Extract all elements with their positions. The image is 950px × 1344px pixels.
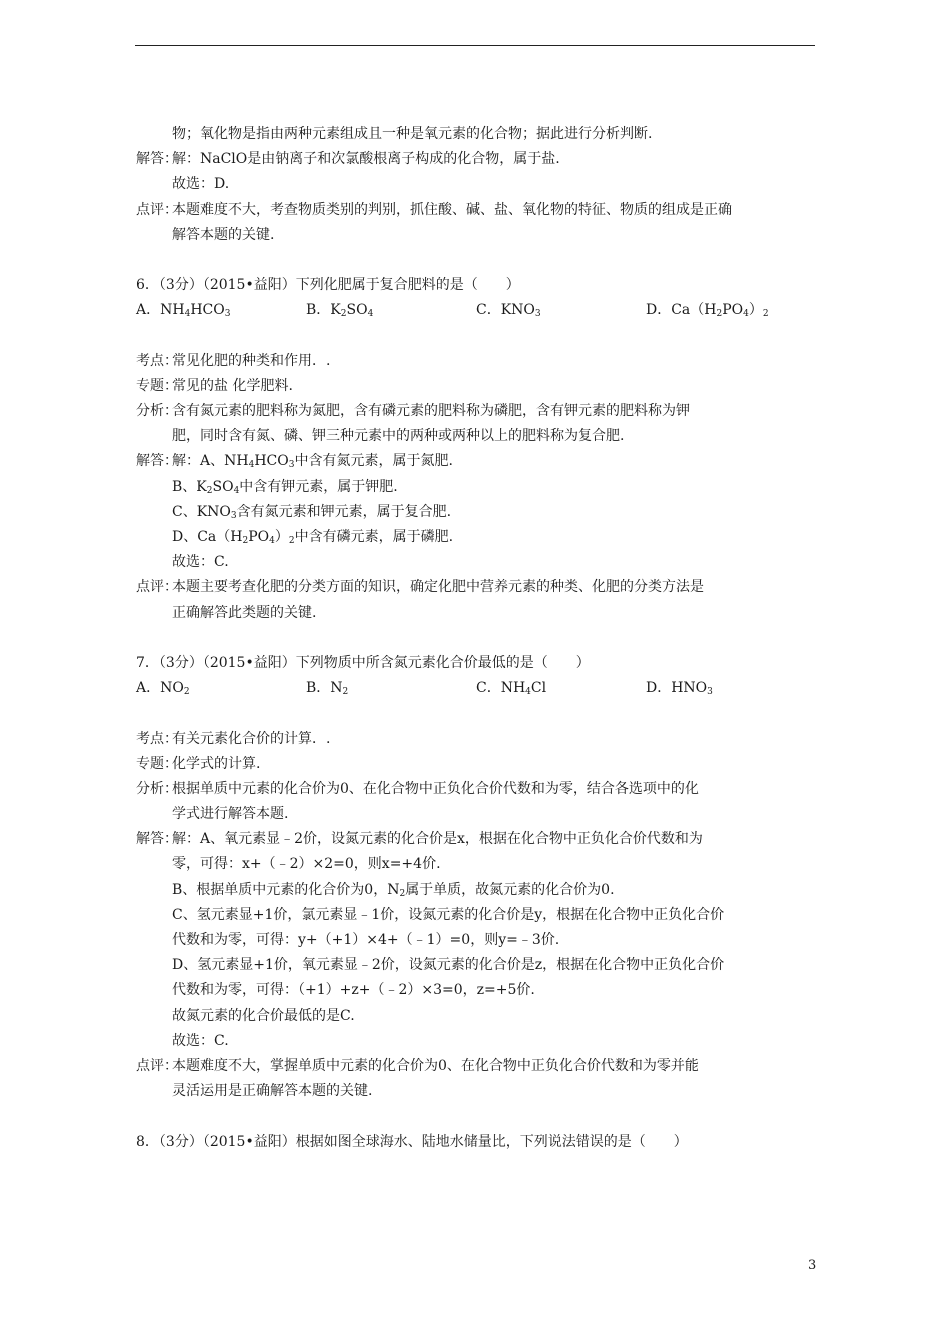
q7-dianping: 点评：本题难度不大，掌握单质中元素的化合价为0、在化合物中正负化合价代数和为零并能 — [136, 1057, 699, 1074]
q7-option-a: A．$NO_2$ — [136, 680, 190, 698]
q7-jieda-3: B、根据单质中元素的化合价为0，$N_2$属于单质，故氮元素的化合价为0. — [172, 881, 615, 899]
q5-comment-line2: 解答本题的关键. — [172, 226, 275, 243]
q7-stem: 7．（3分）（2015•益阳）下列物质中所含氮元素化合价最低的是（ ） — [136, 654, 590, 671]
q6-stem: 6．（3分）（2015•益阳）下列化肥属于复合肥料的是（ ） — [136, 277, 520, 294]
q6-choice: 故选：C. — [172, 554, 229, 571]
q7-jieda-2: 零，可得：x+（﹣2）×2=0，则x=+4价. — [172, 856, 441, 873]
q7-choice: 故选：C. — [172, 1032, 229, 1049]
comment-label: 点评： — [136, 201, 178, 218]
q6-option-b: B．$K_2SO_4$ — [306, 302, 374, 320]
q6-option-c: C．$KNO_3$ — [476, 302, 541, 320]
q7-jieda-7: 代数和为零，可得：（+1）+z+（﹣2）×3=0，z=+5价. — [172, 982, 535, 999]
document-body — [136, 122, 816, 1155]
q6-option-d: D．$Ca(H_2PO_4)_2$ — [646, 302, 769, 320]
comment-text: 本题难度不大，考查物质类别的判别，抓住酸、碱、盐、氧化物的特征、物质的组成是正确 — [172, 201, 732, 218]
q7-fenxi-2: 学式进行解答本题. — [172, 806, 289, 823]
q6-jieda-4: D、$Ca(H_2PO_4)_2$中含有磷元素，属于磷肥. — [172, 529, 454, 546]
answer-text: 解：NaClO是由钠离子和次氯酸根离子构成的化合物，属于盐. — [172, 151, 560, 168]
q7-jieda-1: 解答：解：A、氧元素显﹣2价，设氮元素的化合价是x，根据在化合物中正负化合价代数和为 — [136, 831, 703, 848]
q6-dianping-2: 正确解答此类题的关键. — [172, 604, 317, 621]
analysis-tail: 物；氧化物是指由两种元素组成且一种是氧元素的化合物；据此进行分析判断. — [172, 126, 653, 142]
header-rule — [135, 45, 815, 46]
q6-kaodian: 考点：常见化肥的种类和作用．. — [136, 352, 331, 369]
q6-jieda-1: 解答：解：A、$NH_4HCO_3$中含有氮元素，属于氮肥. — [136, 453, 453, 471]
q7-jieda-5: 代数和为零，可得：y+（+1）×4+（﹣1）=0，则y=﹣3价. — [172, 932, 560, 948]
q7-options — [136, 676, 816, 701]
q7-option-b: B．$N_2$ — [306, 680, 349, 698]
q7-fenxi: 分析：根据单质中元素的化合价为0、在化合物中正负化合价代数和为零，结合各选项中的化 — [136, 780, 699, 797]
q6-options — [136, 298, 816, 323]
q6-jieda-3: C、$KNO_3$含有氮元素和钾元素，属于复合肥. — [172, 503, 452, 521]
q7-option-d: D．$HNO_3$ — [646, 680, 713, 698]
q6-fenxi: 分析：含有氮元素的肥料称为氮肥，含有磷元素的肥料称为磷肥，含有钾元素的肥料称为钾 — [136, 403, 690, 420]
q6-dianping: 点评：本题主要考查化肥的分类方面的知识，确定化肥中营养元素的种类、化肥的分类方法是 — [136, 579, 704, 596]
q8-stem: 8．（3分）（2015•益阳）根据如图全球海水、陆地水储量比，下列说法错误的是（ ） — [136, 1133, 688, 1150]
q7-zhuanti: 专题：化学式的计算. — [136, 755, 261, 772]
q5-answer-line — [136, 147, 816, 172]
q7-dianping-2: 灵活运用是正确解答本题的关键. — [172, 1083, 373, 1100]
q7-jieda-4: C、氢元素显+1价，氯元素显﹣1价，设氮元素的化合价是y，根据在化合物中正负化合价 — [172, 906, 725, 923]
answer-label: 解答： — [136, 151, 178, 168]
q7-jieda-6: D、氢元素显+1价，氧元素显﹣2价，设氮元素的化合价是z，根据在化合物中正负化合价 — [172, 957, 725, 974]
q6-option-a: A．$NH_4HCO_3$ — [136, 302, 231, 320]
q6-jieda-2: B、$K_2SO_4$中含有钾元素，属于钾肥. — [172, 478, 398, 496]
q7-jieda-8: 故氮元素的化合价最低的是C. — [172, 1007, 355, 1024]
q7-option-c: C．$NH_4Cl$ — [476, 680, 547, 698]
page-number: 3 — [808, 1258, 817, 1273]
q5-comment-line — [136, 198, 816, 223]
q6-zhuanti: 专题：常见的盐 化学肥料. — [136, 377, 293, 394]
q6-fenxi-2: 肥，同时含有氮、磷、钾三种元素中的两种或两种以上的肥料称为复合肥. — [172, 428, 625, 445]
q5-choice: 故选：D. — [172, 176, 230, 193]
q7-kaodian: 考点：有关元素化合价的计算．. — [136, 730, 331, 747]
